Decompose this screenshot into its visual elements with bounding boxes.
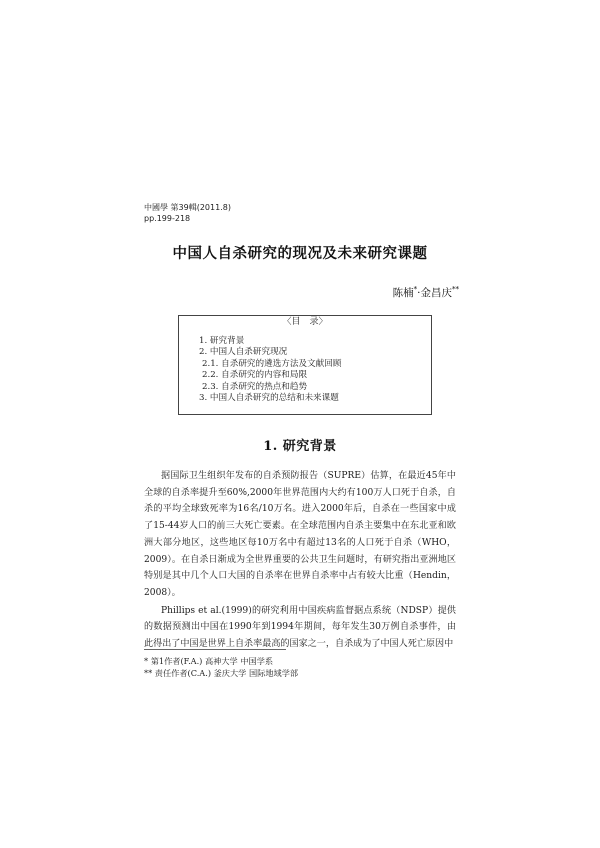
paragraph: Phillips et al.(1999)的研究利用中国疾病监督据点系统（NDSP）提供的数据预测出中国在1990年到1994年期间，每年发生30万例自杀事件，由此得出了中国是世界上自杀率最高的国家之一，自杀成为了中国人死亡原因中 (144, 605, 456, 650)
journal-volume: 中國學 第39輯(2011.8) (144, 203, 231, 212)
toc-item: 3. 中国人自杀研究的总结和未来课题 (199, 393, 339, 404)
footnote: * 第1作者(F.A.) 高神大学 中国学系 (144, 656, 274, 666)
author-separator: · (417, 287, 421, 299)
journal-header (144, 203, 231, 224)
author-1-mark: * (413, 285, 418, 294)
toc-item: 2.2. 自杀研究的内容和局限 (202, 370, 308, 381)
author-line (393, 285, 459, 300)
table-of-contents (178, 315, 432, 415)
toc-item: 2. 中国人自杀研究现况 (199, 347, 288, 358)
footnotes (144, 655, 298, 679)
section-heading: 1. 研究背景 (263, 439, 337, 454)
footnote-divider (144, 649, 286, 650)
author-1: 陈楠 (392, 287, 414, 299)
toc-item: 2.3. 自杀研究的热点和趋势 (202, 381, 308, 392)
footnote: ** 责任作者(C.A.) 釜庆大学 国际地域学部 (144, 668, 299, 678)
toc-list (199, 336, 341, 404)
toc-item: 1. 研究背景 (199, 336, 245, 346)
body-text (144, 468, 456, 653)
toc-title: 〈目 录〉 (274, 317, 335, 327)
author-2-mark: ** (452, 285, 459, 294)
author-2: 金昌庆 (420, 287, 452, 299)
toc-item: 2.1. 自杀研究的遴选方法及文献回顾 (202, 358, 342, 369)
journal-pages: pp.199-218 (144, 213, 191, 223)
paragraph: 据国际卫生组织年发布的自杀预防报告（SUPRE）估算，在最近45年中全球的自杀率提升至60%,2000年世界范围内大约有100万人口死于自杀，自杀的平均全球致死率为16名/10万名。进入2000年后，自杀在一些国家中成了15-44岁人口的前三大死亡要素。在全球范围内自杀主要集中在东北亚和欧洲大部分地区，这些地区每10万名中有超过13名的人口死于自杀（WHO，2009）。在自杀日渐成为全世界重要的公共卫生问题时，有研究指出亚洲地区特别是其中几个人口大国的自杀率在世界自杀率中占有较大比重（Hendin，2008）。 (144, 471, 456, 598)
paper-title: 中国人自杀研究的现况及未来研究课题 (172, 246, 428, 262)
